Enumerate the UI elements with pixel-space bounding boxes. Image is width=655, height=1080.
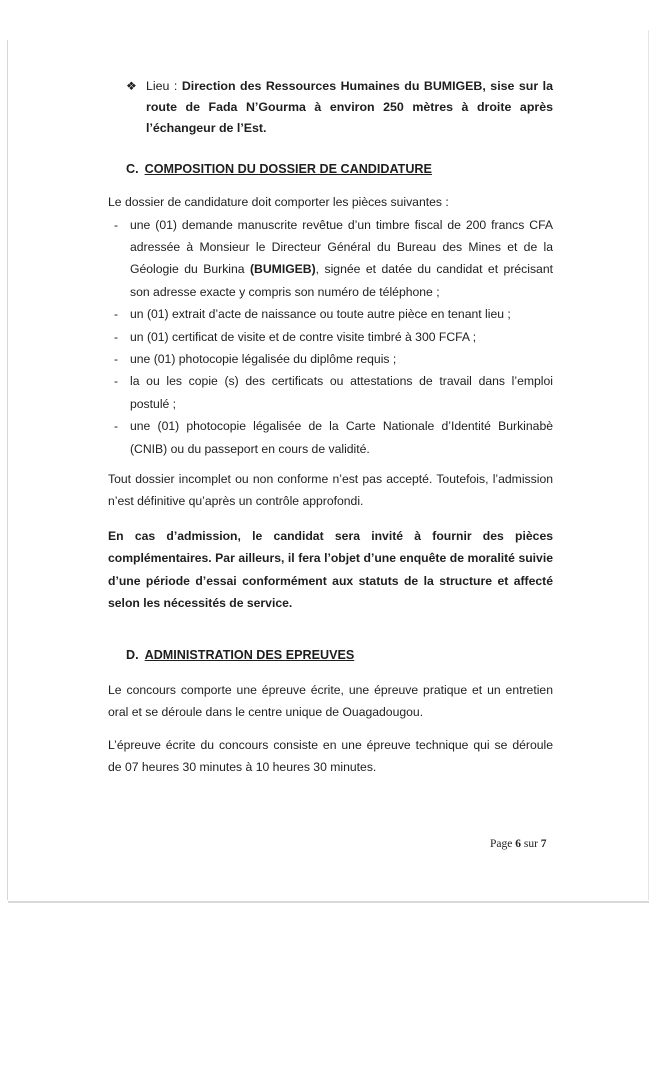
dash-bullet: - [114, 374, 119, 389]
dash-bullet: - [114, 419, 119, 434]
of-word: sur [523, 838, 538, 850]
page-number [490, 838, 547, 850]
section-c-letter: C. [126, 162, 139, 176]
section-c-intro: Le dossier de candidature doit comporter les pièces suivantes : [108, 195, 449, 209]
item-text: une (01) photocopie légalisée de la Carte Nationale d’Identité Burkinabè (CNIB) ou du passeport en cours de validité. [130, 419, 553, 456]
admission-notice: En cas d’admission, le candidat sera invité à fournir des pièces complémentaires. Par ailleurs, il fera l’objet d’une enquête de moralité suivie d’une période d’essai conformément aux statuts de la structure et affecté selon les nécessités de service. [108, 528, 553, 611]
document-list [108, 214, 553, 460]
item-text: un (01) extrait d’acte de naissance ou toute autre pièce en tenant lieu ; [130, 307, 511, 322]
dash-bullet: - [114, 217, 119, 232]
dash-bullet: - [114, 351, 119, 366]
page-bottom-edge [8, 901, 649, 903]
list-item [108, 326, 553, 348]
list-item [108, 303, 553, 325]
dash-bullet: - [114, 307, 119, 322]
lieu-text: Direction des Ressources Humaines du BUMIGEB, sise sur la route de Fada N’Gourma à environ 250 mètres à droite après l’échangeur de l’Est. [146, 79, 553, 135]
list-item [108, 415, 553, 460]
item-1-text: une (01) demande manuscrite revêtue d’un timbre fiscal de 200 francs CFA adressée à Monsieur le Directeur Général du Bureau des Mines et de la Géologie du Burkina [130, 217, 553, 277]
page-content [108, 76, 553, 779]
item-1-text-end: , signée et datée du candidat et précisant son adresse exacte y compris son numéro de téléphone ; [130, 262, 553, 299]
section-d-heading [126, 645, 553, 665]
concours-paragraph: Le concours comporte une épreuve écrite, une épreuve pratique et un entretien oral et se déroule dans le centre unique de Ouagadougou. [108, 682, 553, 720]
item-text: un (01) certificat de visite et de contre visite timbré à 300 FCFA ; [130, 329, 477, 344]
page-right-edge [648, 30, 649, 900]
dash-bullet: - [114, 329, 119, 344]
section-d-letter: D. [126, 647, 139, 662]
list-item [108, 348, 553, 370]
diamond-bullet-icon: ❖ [126, 79, 137, 93]
page-word: Page [490, 838, 513, 850]
item-text: la ou les copie (s) des certificats ou attestations de travail dans l’emploi postulé ; [130, 374, 553, 411]
section-c-heading [126, 159, 553, 179]
lieu-label: Lieu : [146, 79, 182, 93]
list-item [108, 370, 553, 415]
incomplete-notice: Tout dossier incomplet ou non conforme n’est pas accepté. Toutefois, l’admission n’est définitive qu’après un contrôle approfondi. [108, 471, 553, 509]
item-text: une (01) photocopie légalisée du diplôme requis ; [130, 351, 397, 366]
page-left-edge [7, 40, 8, 900]
list-item [108, 214, 553, 304]
section-c-title: COMPOSITION DU DOSSIER DE CANDIDATURE [144, 162, 432, 176]
page-total: 7 [540, 838, 547, 850]
page-current: 6 [515, 838, 521, 850]
lieu-paragraph [108, 76, 553, 139]
section-d-title: ADMINISTRATION DES EPREUVES [144, 647, 355, 662]
epreuve-paragraph: L’épreuve écrite du concours consiste en une épreuve technique qui se déroule de 07 heures 30 minutes à 10 heures 30 minutes. [108, 737, 553, 775]
item-1-bold: (BUMIGEB) [250, 262, 316, 277]
